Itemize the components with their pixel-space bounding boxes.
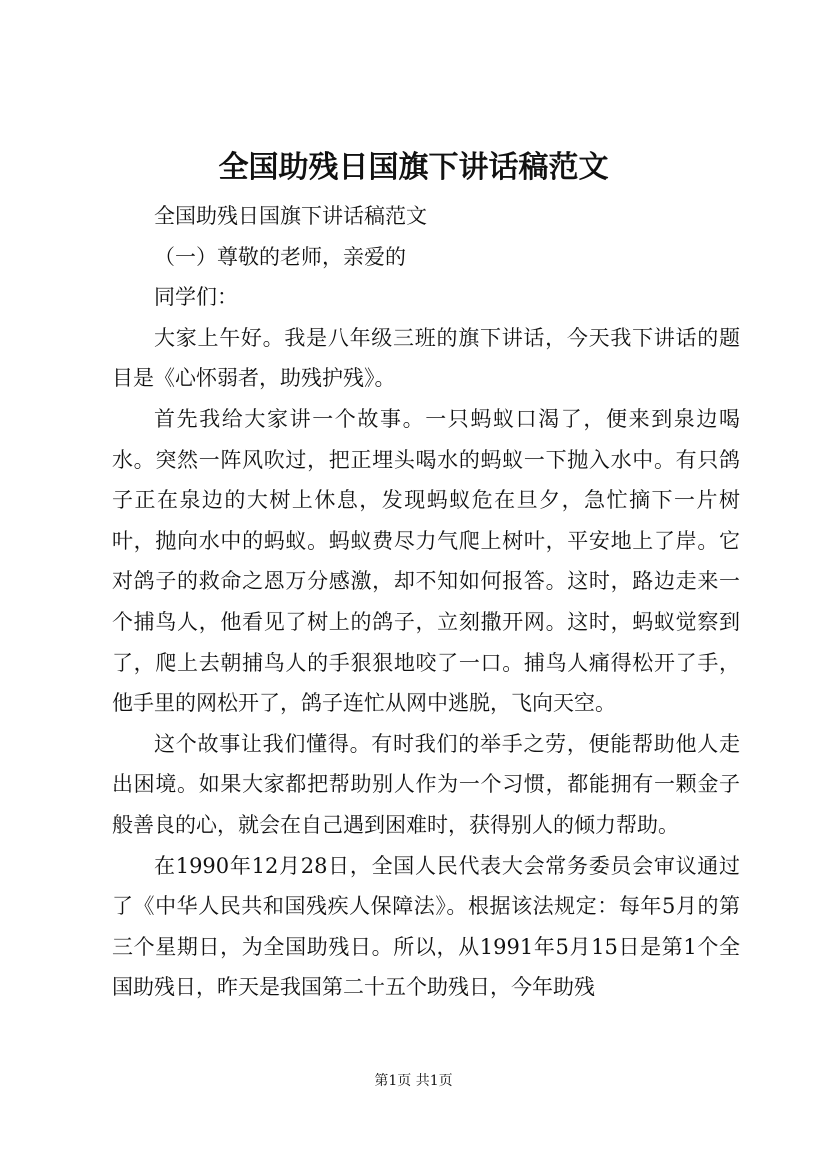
paragraph-law: 在1990年12月28日，全国人民代表大会常务委员会审议通过了《中华人民共和国残疾人保障法》。根据该法规定：每年5月的第三个星期日，为全国助残日。所以，从1991年5月15日是第1个全国助残日，昨天是我国第二十五个助残日，今年助残 [112,853,740,1000]
paragraph-lesson: 这个故事让我们懂得。有时我们的举手之劳，便能帮助他人走出困境。如果大家都把帮助别人作为一个习惯，都能拥有一颗金子般善良的心，就会在自己遇到困难时，获得别人的倾力帮助。 [112,731,740,837]
page-footer: 第1页 共1页 [374,1073,453,1089]
paragraph-intro: 大家上午好。我是八年级三班的旗下讲话，今天我下讲话的题目是《心怀弱者，助残护残》。 [112,325,740,391]
paragraph-salutation: （一）尊敬的老师，亲爱的 [154,244,406,269]
document-title: 全国助残日国旗下讲话稿范文 [218,150,609,185]
document-body [112,196,740,1008]
paragraph-subtitle: 全国助残日国旗下讲话稿范文 [154,204,427,228]
paragraph-salutation-cont: 同学们： [154,285,238,310]
paragraph-story: 首先我给大家讲一个故事。一只蚂蚁口渴了，便来到泉边喝水。突然一阵风吹过，把正埋头喝水的蚂蚁一下抛入水中。有只鸽子正在泉边的大树上休息，发现蚂蚁危在旦夕，急忙摘下一片树叶，抛向水中的蚂蚁。蚂蚁费尽力气爬上树叶，平安地上了岸。它对鸽子的救命之恩万分感激，却不知如何报答。这时，路边走来一个捕鸟人，他看见了树上的鸽子，立刻撒开网。这时，蚂蚁觉察到了，爬上去朝捕鸟人的手狠狠地咬了一口。捕鸟人痛得松开了手，他手里的网松开了，鸽子连忙从网中逃脱，飞向天空。 [112,406,740,716]
